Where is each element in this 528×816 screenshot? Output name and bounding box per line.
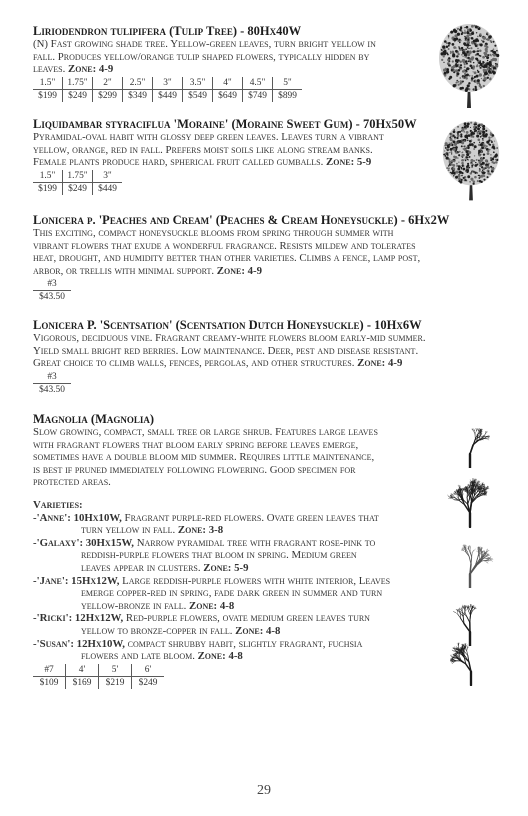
entry-scentsation-honeysuckle bbox=[33, 318, 426, 396]
zone-label: Zone: 4-8 bbox=[189, 599, 235, 612]
magnolia-galaxy-illustration bbox=[440, 470, 500, 528]
price-table bbox=[33, 371, 71, 396]
size-cell: 4' bbox=[66, 664, 99, 677]
size-cell: 2" bbox=[93, 77, 123, 90]
price-cell: $299 bbox=[93, 89, 123, 102]
price-cell: $249 bbox=[63, 89, 93, 102]
size-cell: #7 bbox=[33, 664, 66, 677]
size-cell: 2.5" bbox=[123, 77, 153, 90]
variety-text: compact shrubby habit, slightly fragrant, fuchsia bbox=[124, 637, 363, 650]
desc-line: (N) Fast growing shade tree. Yellow-green leaves, turn bright yellow in bbox=[33, 38, 376, 50]
magnolia-jane-illustration bbox=[440, 532, 500, 588]
entry-sweet-gum bbox=[33, 117, 417, 195]
desc-line: arbor, or trellis with minimal support. bbox=[33, 264, 215, 277]
size-cell: 4" bbox=[213, 77, 243, 90]
price-cell: $549 bbox=[183, 89, 213, 102]
variety-text: yellow-bronze in fall. bbox=[81, 599, 187, 612]
price-cell: $649 bbox=[213, 89, 243, 102]
entry-title: Lonicera P. 'Scentsation' (Scentsation Dutch Honeysuckle) - 10Hx6W bbox=[33, 318, 422, 332]
price-cell: $249 bbox=[138, 677, 158, 688]
entry-title: Liquidambar styraciflua 'Moraine' (Moraine Sweet Gum) - 70Hx50W bbox=[33, 117, 417, 131]
entry-description bbox=[33, 332, 426, 370]
size-row bbox=[33, 371, 71, 384]
desc-line: fall. Produces yellow/orange tulip shaped flowers, typically hidden by bbox=[33, 50, 370, 63]
variety-text: leaves appear in clusters. bbox=[81, 561, 201, 574]
desc-line: with fragrant flowers that bloom early spring before leaves emerge, bbox=[33, 438, 359, 451]
page-number: 29 bbox=[257, 783, 271, 798]
price-row bbox=[33, 383, 71, 396]
variety-name: -'Galaxy': 30Hx15W, bbox=[33, 536, 135, 549]
varieties-heading: Varieties: bbox=[33, 498, 83, 511]
entry-description bbox=[33, 426, 390, 489]
price-cell: $749 bbox=[243, 89, 273, 102]
size-row bbox=[33, 170, 122, 183]
price-cell: $199 bbox=[33, 89, 63, 102]
variety-name: -'Ricki': 12Hx12W, bbox=[33, 612, 124, 625]
price-table bbox=[33, 278, 71, 303]
desc-line: leaves. bbox=[33, 63, 66, 76]
entry-title: Lonicera p. 'Peaches and Cream' (Peaches & Cream Honeysuckle) - 6Hx2W bbox=[33, 213, 450, 227]
size-row bbox=[33, 77, 302, 90]
zone-label: Zone: 4-8 bbox=[235, 624, 281, 637]
zone-label: Zone: 5-9 bbox=[203, 561, 249, 574]
price-row bbox=[33, 89, 302, 102]
price-table bbox=[33, 170, 122, 195]
price-row bbox=[33, 676, 164, 689]
size-cell: 5" bbox=[273, 77, 303, 90]
variety-text: turn yellow in fall. bbox=[81, 524, 176, 537]
variety-jane bbox=[33, 575, 390, 613]
variety-name: -'Anne': 10Hx10W, bbox=[33, 511, 122, 524]
sweet-gum-illustration bbox=[440, 116, 502, 202]
desc-line: Slow growing, compact, small tree or large shrub. Features large leaves bbox=[33, 426, 378, 438]
desc-line: sometimes have a double bloom mid summer. Requires little maintenance, bbox=[33, 451, 375, 464]
entry-description bbox=[33, 227, 449, 277]
entry-magnolia bbox=[33, 412, 390, 689]
price-cell: $219 bbox=[99, 676, 132, 689]
zone-label: Zone: 4-9 bbox=[216, 264, 263, 277]
desc-line: yellow, orange, red in fall. Prefers moist soils like along stream banks. bbox=[33, 143, 373, 156]
price-cell: $349 bbox=[123, 89, 153, 102]
size-cell: #3 bbox=[33, 278, 71, 291]
entry-tulip-tree bbox=[33, 24, 376, 102]
price-cell: $109 bbox=[33, 676, 66, 689]
price-cell: $169 bbox=[66, 676, 99, 689]
entry-title: Magnolia (Magnolia) bbox=[33, 412, 155, 426]
price-cell: $43.50 bbox=[39, 384, 65, 395]
zone-label: Zone: 3-8 bbox=[177, 524, 224, 537]
size-cell: 5' bbox=[99, 664, 132, 677]
price-cell: $249 bbox=[63, 182, 93, 195]
zone-label: Zone: 5-9 bbox=[326, 156, 372, 169]
zone-label: Zone: 4-8 bbox=[197, 650, 243, 663]
desc-line: vibrant flowers that exude a wonderful fragrance. Resists mildew and tolerates bbox=[33, 239, 416, 252]
size-cell: 3" bbox=[93, 170, 123, 183]
variety-name: -'Jane': 15Hx12W, bbox=[33, 574, 120, 587]
desc-line: protected areas. bbox=[33, 476, 111, 489]
size-cell: 1.5" bbox=[33, 170, 63, 183]
price-row bbox=[33, 291, 71, 304]
desc-line: Pyramidal-oval habit with glossy deep green leaves. Leaves turn a vibrant bbox=[33, 131, 384, 143]
variety-text: reddish-purple flowers that bloom in spring. Medium green bbox=[81, 549, 357, 562]
desc-line: This exciting, compact honeysuckle blooms from spring through summer with bbox=[33, 227, 394, 239]
zone-label: Zone: 4-9 bbox=[357, 357, 403, 370]
size-row bbox=[33, 278, 71, 291]
price-cell: $43.50 bbox=[39, 292, 65, 303]
zone-label: Zone: 4-9 bbox=[68, 63, 114, 76]
size-cell: 6' bbox=[132, 664, 165, 677]
price-cell: $449 bbox=[98, 183, 117, 194]
size-cell: 4.5" bbox=[243, 77, 273, 90]
price-row bbox=[33, 182, 122, 195]
magnolia-susan-illustration bbox=[442, 630, 500, 686]
variety-text: emerge copper-red in spring, fade dark green in summer and turn bbox=[81, 587, 383, 600]
variety-susan bbox=[33, 638, 390, 663]
size-cell: 1.75" bbox=[63, 170, 93, 183]
desc-line: Great choice to climb walls, fences, pergolas, and other structures. bbox=[33, 357, 355, 370]
variety-text: Large reddish-purple flowers with white interior, Leaves bbox=[119, 574, 391, 587]
desc-line: is best if pruned immediately following flowering. Good specimen for bbox=[33, 463, 356, 476]
size-cell: 1.5" bbox=[33, 77, 63, 90]
variety-galaxy bbox=[33, 537, 390, 575]
variety-text: yellow to bronze-copper in fall. bbox=[81, 624, 233, 637]
entry-description bbox=[33, 38, 376, 76]
magnolia-anne-illustration bbox=[440, 412, 500, 468]
variety-text: Fragrant purple-red flowers. Ovate green leaves that bbox=[121, 511, 379, 524]
variety-text: Red-purple flowers, ovate medium green leaves turn bbox=[123, 612, 370, 625]
price-cell: $899 bbox=[278, 90, 297, 101]
desc-line: Yield small bright red berries. Low maintenance. Deer, pest and disease resistant. bbox=[33, 344, 419, 357]
variety-ricki bbox=[33, 612, 390, 637]
desc-line: Female plants produce hard, spherical fruit called gumballs. bbox=[33, 156, 324, 169]
variety-anne bbox=[33, 512, 390, 537]
variety-name: -'Susan': 12Hx10W, bbox=[33, 637, 125, 650]
variety-text: flowers and late bloom. bbox=[81, 650, 195, 663]
price-cell: $449 bbox=[153, 89, 183, 102]
price-cell: $199 bbox=[33, 182, 63, 195]
variety-text: Narrow pyramidal tree with fragrant rose-pink to bbox=[134, 536, 376, 549]
desc-line: heat, drought, and humidity better than other varieties. Climbs a fence, lamp post, bbox=[33, 252, 421, 265]
size-cell: 1.75" bbox=[63, 77, 93, 90]
price-table bbox=[33, 664, 164, 689]
size-cell: 3.5" bbox=[183, 77, 213, 90]
tulip-tree-illustration bbox=[436, 20, 502, 108]
size-cell: #3 bbox=[33, 371, 71, 384]
desc-line: Vigorous, deciduous vine. Fragrant creamy-white flowers bloom early-mid summer. bbox=[33, 332, 426, 344]
entry-peaches-cream-honeysuckle bbox=[33, 213, 449, 303]
size-cell: 3" bbox=[153, 77, 183, 90]
entry-description bbox=[33, 131, 417, 169]
entry-title: Liriodendron tulipifera (Tulip Tree) - 80Hx40W bbox=[33, 24, 302, 38]
size-row bbox=[33, 664, 164, 677]
price-table bbox=[33, 77, 302, 102]
